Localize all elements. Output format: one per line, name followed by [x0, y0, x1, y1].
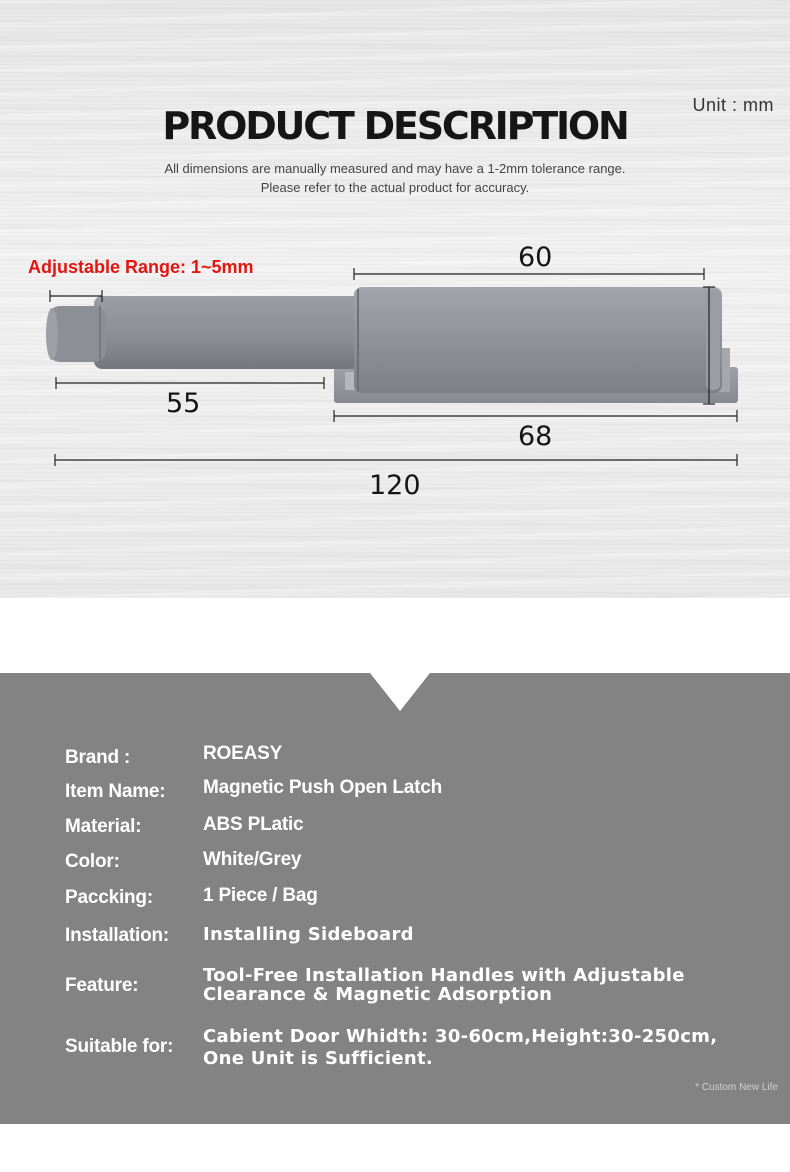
bottom-strip: [0, 1124, 790, 1172]
dim-line-adjustable: [50, 290, 102, 302]
spec-label-material: Material:: [65, 816, 142, 837]
tolerance-note: All dimensions are manually measured and may have a 1-2mm tolerance range.: [164, 161, 626, 176]
spec-label-installation: Installation:: [65, 925, 170, 946]
accuracy-note: Please refer to the actual product for accuracy.: [260, 180, 530, 195]
spec-value-feature-line2: Clearance & Magnetic Adsorption: [203, 984, 553, 1005]
spec-value-installation: Installing Sideboard: [203, 924, 414, 945]
latch-main-body: [354, 287, 722, 393]
spec-label-suitable-for: Suitable for:: [65, 1036, 174, 1057]
spec-value-item-name: Magnetic Push Open Latch: [203, 777, 443, 798]
spec-value-packing: 1 Piece / Bag: [203, 885, 318, 906]
spec-label-feature: Feature:: [65, 975, 139, 996]
spec-value-suitable-line1: Cabient Door Whidth: 30-60cm,Height:30-250cm,: [203, 1026, 718, 1047]
spec-label-item-name: Item Name:: [65, 781, 166, 802]
spec-label-color: Color:: [65, 851, 120, 872]
spec-label-brand: Brand :: [65, 747, 131, 768]
spec-value-suitable-line2: One Unit is Sufficient.: [203, 1048, 434, 1069]
page-title: PRODUCT DESCRIPTION: [162, 104, 628, 148]
dimension-55-label: 55: [166, 388, 201, 419]
panel-notch: [0, 673, 790, 713]
spec-value-color: White/Grey: [203, 849, 302, 870]
dimension-120-label: 120: [369, 470, 421, 501]
dim-line-120: [55, 454, 737, 466]
spec-value-brand: ROEASY: [203, 743, 283, 764]
spec-value-feature-line1: Tool-Free Installation Handles with Adjustable: [203, 965, 685, 986]
spec-value-material: ABS PLatic: [203, 814, 304, 835]
latch-plunger: [46, 296, 364, 369]
dimension-68-label: 68: [518, 421, 553, 452]
unit-label: Unit : mm: [692, 95, 774, 115]
dimension-60-label: 60: [518, 242, 553, 273]
separator-band: [0, 598, 790, 673]
spec-label-packing: Paccking:: [65, 887, 153, 908]
adjustable-range-label: Adjustable Range: 1~5mm: [28, 257, 254, 277]
watermark-text: * Custom New Life: [695, 1082, 778, 1093]
